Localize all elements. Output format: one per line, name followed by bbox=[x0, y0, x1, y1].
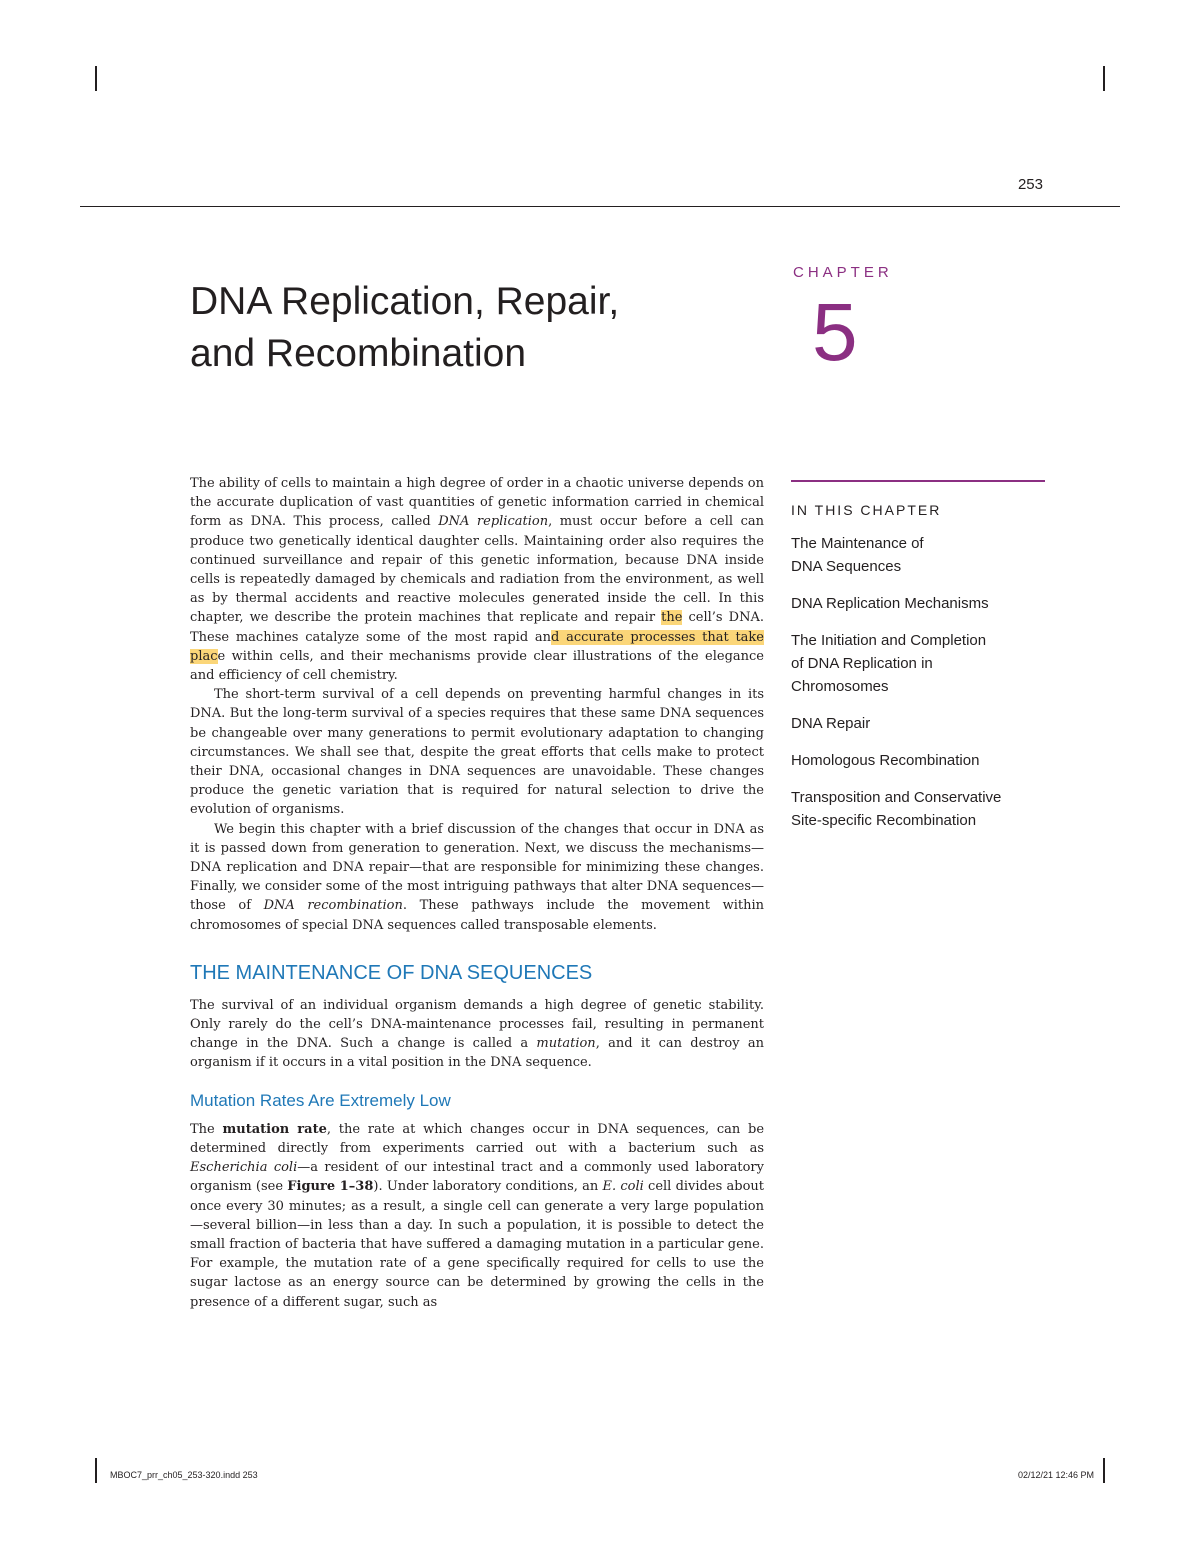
highlighted-text: d accurate processes that take plac bbox=[190, 629, 764, 664]
sidebar-item-line: of DNA Replication in bbox=[791, 655, 933, 672]
body-text bbox=[190, 474, 764, 1312]
subsection-paragraph-1 bbox=[190, 1120, 764, 1312]
sidebar-item-line: Chromosomes bbox=[791, 678, 889, 695]
text-run: , must occur before a cell can produce two genetically identical daughter cells. Maintaining order also requires the continued surveillance and repair of this genetic information, because DNA inside cells is repeatedly damaged by chemicals and radiation from the environment, as well as by thermal accidents and reactive molecules generated inside the cell. In this chapter, we describe the protein machines that replicate and repair bbox=[190, 514, 764, 626]
sidebar-heading: IN THIS CHAPTER bbox=[791, 502, 942, 518]
highlighted-text: the bbox=[661, 610, 683, 626]
intro-paragraph-3 bbox=[190, 820, 764, 935]
crop-mark-top-right bbox=[1103, 66, 1105, 91]
sidebar-item-dna-repair[interactable] bbox=[791, 712, 1045, 735]
sidebar-item-homologous-recombination[interactable] bbox=[791, 749, 1045, 772]
crop-mark-top-left bbox=[95, 66, 97, 91]
chapter-title bbox=[190, 276, 750, 380]
figure-reference[interactable]: Figure 1–38 bbox=[287, 1179, 374, 1195]
in-this-chapter-sidebar bbox=[791, 480, 1045, 832]
subsection-heading: Mutation Rates Are Extremely Low bbox=[190, 1090, 451, 1110]
text-run: —a resident of our intestinal tract and a commonly used laboratory organism (see bbox=[190, 1160, 764, 1195]
page-number: 253 bbox=[1017, 176, 1043, 193]
sidebar-item-maintenance[interactable] bbox=[791, 532, 1045, 578]
crop-mark-bottom-right bbox=[1103, 1458, 1105, 1483]
sidebar-item-line: The Maintenance of bbox=[791, 535, 924, 552]
text-run: . These pathways include the movement within chromosomes of special DNA sequences called transposable elements. bbox=[190, 898, 764, 933]
text-run: The ability of cells to maintain a high degree of order in a chaotic universe depends on the accurate duplication of vast quantities of genetic information carried in chemical form as DNA. This process, called bbox=[190, 476, 764, 530]
section-heading: THE MAINTENANCE OF DNA SEQUENCES bbox=[190, 961, 593, 984]
text-run: , the rate at which changes occur in DNA sequences, can be determined directly from experiments carried out with a bacterium such as bbox=[190, 1121, 765, 1156]
text-run: cell divides about once every 30 minutes; as a result, a single cell can generate a very large population—several billion—in less than a day. In such a population, it is possible to detect the small fraction of bacteria that have suffered a damaging mutation in a particular gene. For example, the mutation rate of a gene specifically required for cells to use the sugar lactose as an energy source can be determined by growing the cells in the presence of a different sugar, such as bbox=[190, 1179, 764, 1310]
crop-mark-bottom-left bbox=[95, 1458, 97, 1483]
key-term: DNA recombination bbox=[263, 898, 403, 914]
header-rule bbox=[80, 206, 1120, 207]
sidebar-item-line: Homologous Recombination bbox=[791, 752, 980, 769]
text-run: We begin this chapter with a brief discussion of the changes that occur in DNA as it is passed down from generation to generation. Next, we discuss the mechanisms—DNA replication and DNA repair—that are responsible for minimizing these changes. Finally, we consider some of the most intriguing pathways that alter DNA sequences—those of bbox=[190, 821, 764, 914]
chapter-title-line-1: DNA Replication, Repair, bbox=[190, 280, 620, 323]
key-term: DNA replication bbox=[438, 514, 549, 530]
text-run: e within cells, and their mechanisms provide clear illustrations of the elegance and efficiency of cell chemistry. bbox=[190, 648, 764, 684]
sidebar-item-line: Site-specific Recombination bbox=[791, 812, 977, 829]
text-run: The bbox=[190, 1121, 223, 1137]
key-term: mutation bbox=[536, 1036, 596, 1052]
organism-name: Escherichia coli bbox=[190, 1160, 298, 1176]
chapter-title-line-2: and Recombination bbox=[190, 332, 527, 375]
sidebar-item-line: DNA Replication Mechanisms bbox=[791, 595, 989, 612]
text-run: ). Under laboratory conditions, an bbox=[373, 1179, 603, 1195]
intro-paragraph-2: The short-term survival of a cell depends on preventing harmful changes in its DNA. But the long-term survival of a species requires that these same DNA sequences be changeable over many generations to permit evolutionary adaptation to changing circumstances. We shall see that, despite the great efforts that cells make to protect their DNA, occasional changes in DNA sequences are unavoidable. These changes produce the genetic variation that is required for natural selection to drive the evolution of organisms. bbox=[190, 687, 764, 818]
chapter-label: CHAPTER bbox=[793, 264, 893, 281]
key-term: mutation rate bbox=[222, 1121, 327, 1137]
sidebar-item-line: Transposition and Conservative bbox=[791, 789, 1002, 806]
organism-name: E. coli bbox=[602, 1179, 644, 1195]
text-run: cell’s DNA. These machines catalyze some of the most rapid an bbox=[190, 610, 764, 645]
text-run: , and it can destroy an organism if it occurs in a vital position in the DNA sequence. bbox=[190, 1036, 765, 1071]
intro-paragraph-1 bbox=[190, 474, 764, 685]
sidebar-item-line: DNA Sequences bbox=[791, 558, 902, 575]
section-paragraph-1 bbox=[190, 996, 764, 1073]
sidebar-item-initiation-completion[interactable] bbox=[791, 629, 1045, 698]
sidebar-item-transposition[interactable] bbox=[791, 786, 1045, 832]
sidebar-rule bbox=[791, 480, 1045, 482]
footer-slug: MBOC7_prr_ch05_253-320.indd 253 bbox=[110, 1470, 258, 1480]
sidebar-item-replication-mechanisms[interactable] bbox=[791, 592, 1045, 615]
sidebar-item-line: DNA Repair bbox=[791, 715, 871, 732]
sidebar-item-line: The Initiation and Completion bbox=[791, 632, 987, 649]
chapter-number: 5 bbox=[812, 287, 858, 378]
text-run: The survival of an individual organism demands a high degree of genetic stability. Only rarely do the cell’s DNA-maintenance processes fail, resulting in permanent change in the DNA. Such a change is called a bbox=[190, 997, 764, 1052]
footer-timestamp: 02/12/21 12:46 PM bbox=[1017, 1470, 1094, 1480]
